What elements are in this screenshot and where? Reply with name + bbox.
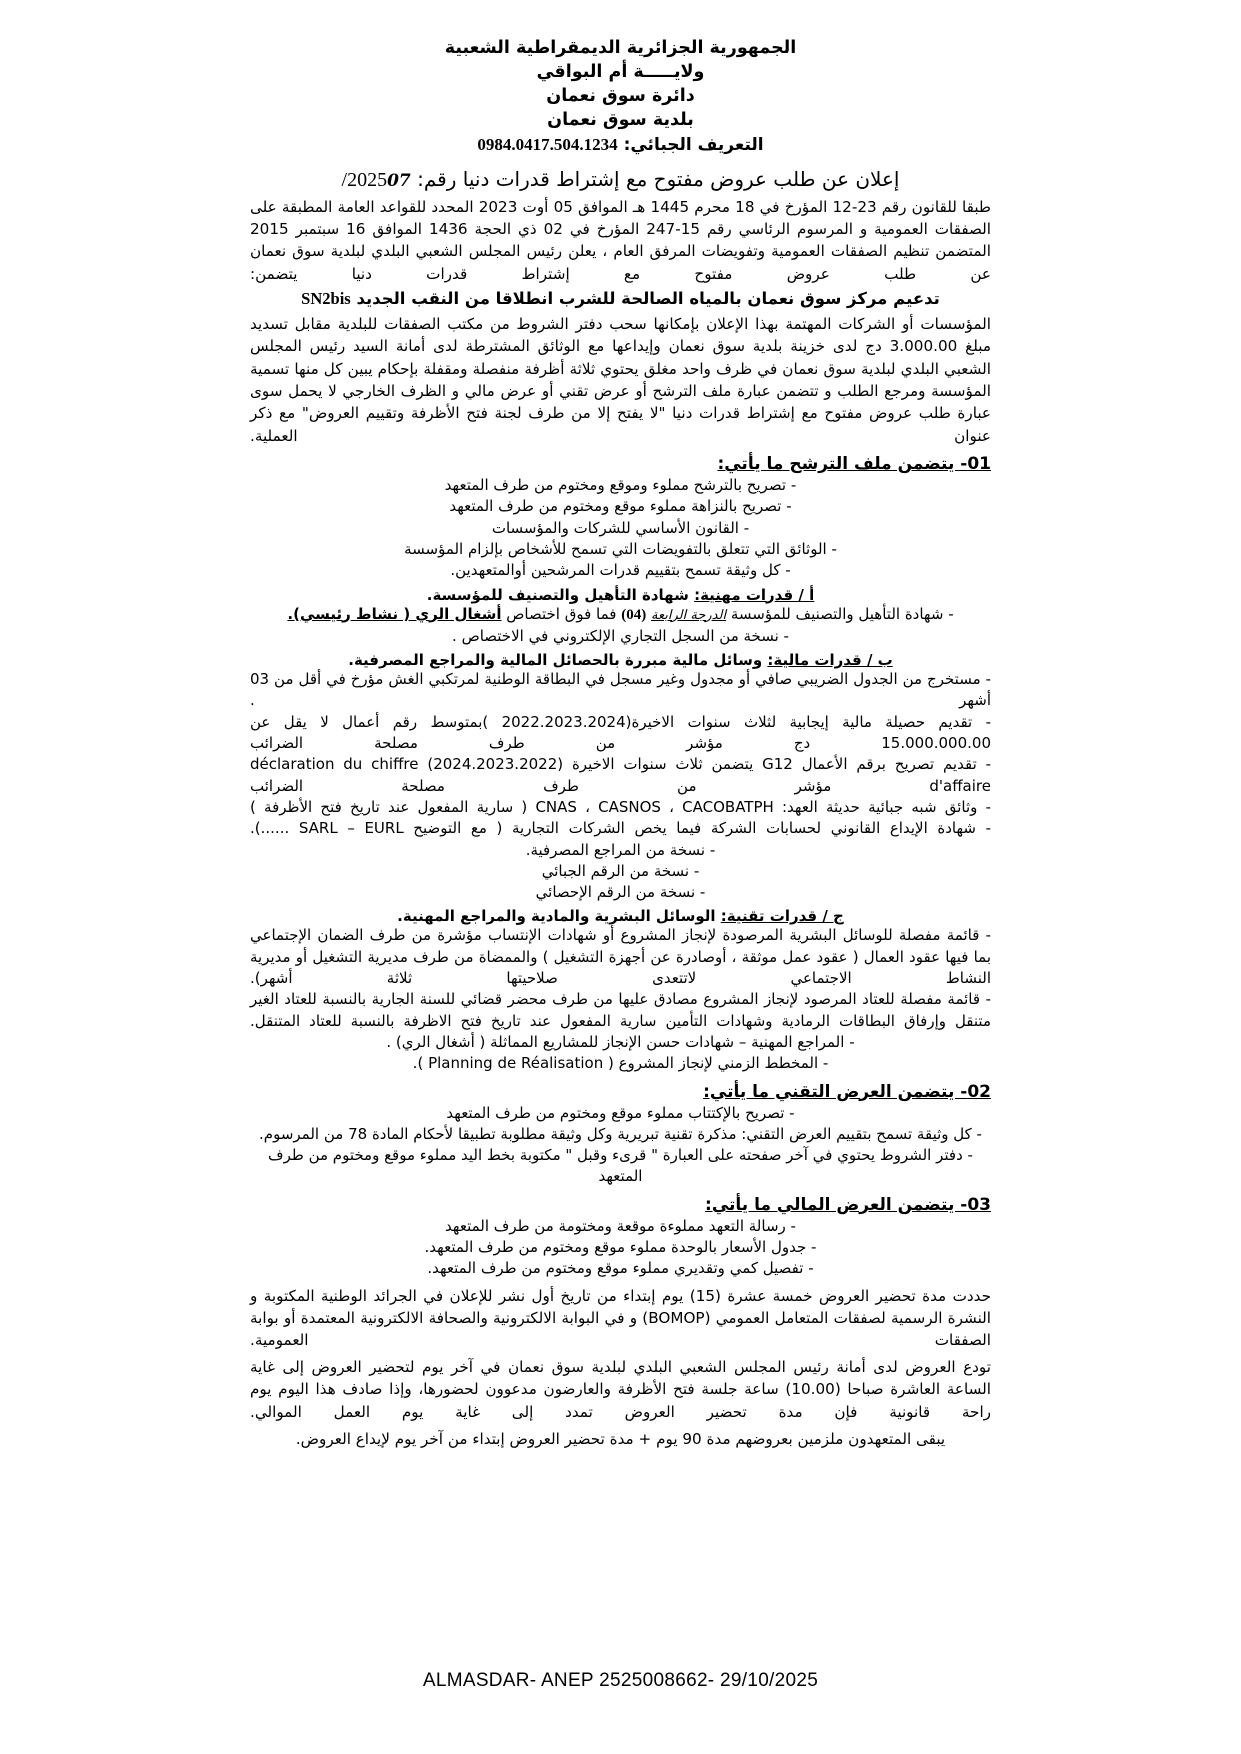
list-item: - جدول الأسعار بالوحدة مملوء موقع ومختوم من طرف المتعهد. <box>250 1237 991 1258</box>
legal-basis-paragraph: طبقا للقانون رقم 23-12 المؤرخ في 18 محرم 1445 هـ الموافق 05 أوت 2023 المحدد للقواعد العامة المطبقة على الصفقات العمومية و المرسوم الرئاسي رقم 15-247 المؤرخ في 02 ذي الحجة 1436 الموافق 16 سبتمبر 2015 المتضمن تنظيم الصفقات العمومية وتفويضات المرفق العام ، يعلن رئيس المجلس الشعبي البلدي لبلدية سوق نعمان عن طلب عروض مفتوح مع إشتراط قدرات دنيا يتضمن: <box>250 197 992 283</box>
announcement-title <box>250 166 991 193</box>
list-item <box>250 604 991 626</box>
list-item: - كل وثيقة تسمح بتقييم قدرات المرشحين أوالمتعهدين. <box>250 560 991 581</box>
list-item: - مستخرج من الجدول الضريبي صافي أو مجدول وغير مسجل في البطاقة الوطنية لمرتكبي الغش مؤرخ في أقل من 03 أشهر . <box>250 669 991 712</box>
list-item: - المراجع المهنية – شهادات حسن الإنجاز للمشاريع المماثلة ( أشغال الري) . <box>250 1032 991 1053</box>
section-1-heading: 01- يتضمن ملف الترشح ما يأتي: <box>717 454 991 475</box>
subsection-a-label: أ / قدرات مهنية: <box>694 585 815 604</box>
list-item: - نسخة من الرقم الإحصائي <box>250 882 991 903</box>
list-item: - تصريح بالترشح مملوء وموقع ومختوم من طرف المتعهد <box>250 475 991 496</box>
section-2-heading: 02- يتضمن العرض التقني ما يأتي: <box>703 1081 991 1102</box>
section-3-list <box>250 1216 991 1280</box>
daira-name: دائرة سوق نعمان <box>546 86 695 107</box>
subsection-a-list <box>250 604 991 648</box>
list-item: - القانون الأساسي للشركات والمؤسسات <box>250 518 991 539</box>
country-name: الجمهورية الجزائرية الديمقراطية الشعبية <box>444 38 797 58</box>
list-item: - نسخة من الرقم الجبائي <box>250 861 991 882</box>
list-item: - تفصيل كمي وتقديري مملوء موقع ومختوم من طرف المتعهد. <box>250 1258 991 1279</box>
list-item: - دفتر الشروط يحتوي في آخر صفحته على العبارة " قرىء وقبل " مكتوبة بخط اليد مملوء موقع ومختوم من طرف المتعهد <box>250 1145 991 1188</box>
list-item: - قائمة مفصلة للوسائل البشرية المرصودة لإنجاز المشروع أو شهادات الإنتساب مؤشرة من طرف الضمان الإجتماعي بما فيها عقود العمال ( عقود عمل موثقة ، أوصادرة عن أجهزة التشغيل ) والممضاة من طرف مديرية التشغيل أو مديرية النشاط الاجتماعي لاتتعدى صلاحيتها ثلاثة أشهر). <box>250 925 991 989</box>
subsection-b-text: وسائل مالية مبررة بالحصائل المالية والمراجع المصرفية. <box>348 651 763 670</box>
tax-id-value: 0984.0417.504.1234 <box>477 134 618 154</box>
wilaya-name: ولايـــــة أم البواقي <box>536 62 705 83</box>
page-footer: ALMASDAR- ANEP 2525008662- 29/10/2025 <box>422 1670 819 1691</box>
subsection-b-label: ب / قدرات مالية: <box>767 651 893 670</box>
list-item: - تقديم تصريح برقم الأعمال G12 يتضمن ثلاث سنوات الاخيرة (2024.2023.2022) déclaration du chiffre d'affaire مؤشر من طرف مصلحة الضرائب <box>250 754 991 797</box>
subsection-c-list <box>250 925 991 1074</box>
list-item: - نسخة من المراجع المصرفية. <box>250 840 991 861</box>
subsection-c-text: الوسائل البشرية والمادية والمراجع المهنية. <box>397 907 716 926</box>
list-item: - وثائق شبه جبائية حديثة العهد: CNAS ، CASNOS ، CACOBATPH ( سارية المفعول عند تاريخ فتح الأظرفة ) <box>250 797 991 818</box>
project-description: تدعيم مركز سوق نعمان بالمياه الصالحة للشرب انطلاقا من النقب الجديد <box>356 288 940 308</box>
subsection-b-heading <box>250 651 991 669</box>
qualification-degree-note: الدرجة الرابعة <box>651 607 727 623</box>
announcement-title-text: إعلان عن طلب عروض مفتوح مع إشتراط قدرات دنيا رقم: <box>417 166 900 191</box>
submission-paragraph: تودع العروض لدى أمانة رئيس المجلس الشعبي البلدي لبلدية سوق نعمان في آخر يوم لتحضير العروض إلى غاية الساعة العاشرة صباحا (10.00) ساعة جلسة فتح الأظرفة والعارضون مدعوون لحضورها، وإذا صادف هذا اليوم يوم راحة قانونية فإن مدة تحضير العروض تمدد إلى غاية يوم العمل الموالي. <box>250 1358 992 1421</box>
qualification-prefix: شهادة التأهيل والتصنيف للمؤسسة <box>730 604 944 623</box>
tax-identification <box>250 135 991 155</box>
list-item: - تصريح بالإكتتاب مملوء موقع ومختوم من طرف المتعهد <box>250 1103 991 1124</box>
qualification-degree-number: (04) <box>621 606 647 623</box>
validity-paragraph: يبقى المتعهدون ملزمين بعروضهم مدة 90 يوم + مدة تحضير العروض إبتداء من آخر يوم لإيداع العروض. <box>295 1429 946 1448</box>
list-item: - نسخة من السجل التجاري الإلكتروني في الاختصاص . <box>250 626 991 647</box>
list-item: - رسالة التعهد مملوءة موقعة ومختومة من طرف المتعهد <box>250 1216 991 1237</box>
list-item: - المخطط الزمني لإنجاز المشروع ( Planning de Réalisation ). <box>250 1053 991 1074</box>
announcement-year: /2025 <box>341 168 388 191</box>
section-2-list <box>250 1103 991 1188</box>
subsection-c-label: ج / قدرات تقنية: <box>720 907 844 926</box>
subsection-b-list <box>250 669 991 903</box>
list-item: - تقديم حصيلة مالية إيجابية لثلاث سنوات الاخيرة(2022.2023.2024 )بمتوسط رقم أعمال لا يقل عن 15.000.000.00 دج مؤشر من طرف مصلحة الضرائب <box>250 712 991 755</box>
list-item: - قائمة مفصلة للعتاد المرصود لإنجاز المشروع مصادق عليها من طرف محضر قضائي للسنة الجارية بالنسبة للعتاد الغير متنقل وإرفاق البطاقات الرمادية وشهادات التأمين سارية المفعول عند تاريخ فتح الاظرفة بالنسبة للعتاد المتنقل. <box>250 989 991 1032</box>
list-item: - شهادة الإيداع القانوني لحسابات الشركة فيما يخص الشركات التجارية ( مع التوضيح SARL – EURL ......). <box>250 818 991 839</box>
qualification-middle: فما فوق اختصاص <box>506 604 617 623</box>
list-item: - تصريح بالنزاهة مملوء موقع ومختوم من طرف المتعهد <box>250 496 991 517</box>
section-1-list <box>250 475 991 581</box>
project-code: SN2bis <box>301 288 351 308</box>
project-description-line <box>250 287 991 310</box>
organization-header <box>250 36 991 133</box>
announcement-number-handwritten: 07 <box>387 170 411 191</box>
baladia-name: بلدية سوق نعمان <box>547 110 694 131</box>
tax-label: التعريف الجبائي: <box>623 134 764 155</box>
subsection-a-text: شهادة التأهيل والتصنيف للمؤسسة. <box>426 585 689 604</box>
withdrawal-paragraph: المؤسسات أو الشركات المهتمة بهذا الإعلان بإمكانها سحب دفتر الشروط من مكتب الصفقات للبلدية مقابل تسديد مبلغ 3.000.00 دج لدى خزينة بلدية سوق نعمان وإيداعها مع الوثائق المشترطة لدى أمانة السيد رئيس المجلس الشعبي البلدي لبلدية سوق نعمان في ظرف واحد مغلق يحتوي ثلاثة أظرفة منفصلة ومقفلة بإحكام يبين كل منها تسمية المؤسسة ومرجع الطلب و تتضمن عبارة ملف الترشح أو عرض تقني أو عرض مالي و الظرف الخارجي لا يحمل سوى عبارة طلب عروض مفتوح مع إشتراط قدرات دنيا "لا يفتح إلا من طرف لجنة فتح الأظرفة وتقييم العروض" مع ذكر عنوان العملية. <box>250 315 991 445</box>
subsection-c-heading <box>250 907 991 925</box>
section-3-heading: 03- يتضمن العرض المالي ما يأتي: <box>705 1194 991 1215</box>
qualification-specialty: أشغال الري ( نشاط رئيسي). <box>287 604 502 623</box>
list-item: - الوثائق التي تتعلق بالتفويضات التي تسمح للأشخاص بإلزام المؤسسة <box>250 539 991 560</box>
deadline-paragraph: حددت مدة تحضير العروض خمسة عشرة (15) يوم إبتداء من تاريخ أول نشر للإعلان في الجرائد الوطنية المكتوبة و النشرة الرسمية لصفقات المتعامل العمومي (BOMOP) و في البوابة الالكترونية والصحافة الالكترونية المعتمدة أو بوابة الصفقات العمومية. <box>250 1286 991 1349</box>
list-item: - كل وثيقة تسمح بتقييم العرض التقني: مذكرة تقنية تبريرية وكل وثيقة مطلوبة تطبيقا لأحكام المادة 78 من المرسوم. <box>250 1124 991 1145</box>
subsection-a-heading <box>250 586 991 604</box>
